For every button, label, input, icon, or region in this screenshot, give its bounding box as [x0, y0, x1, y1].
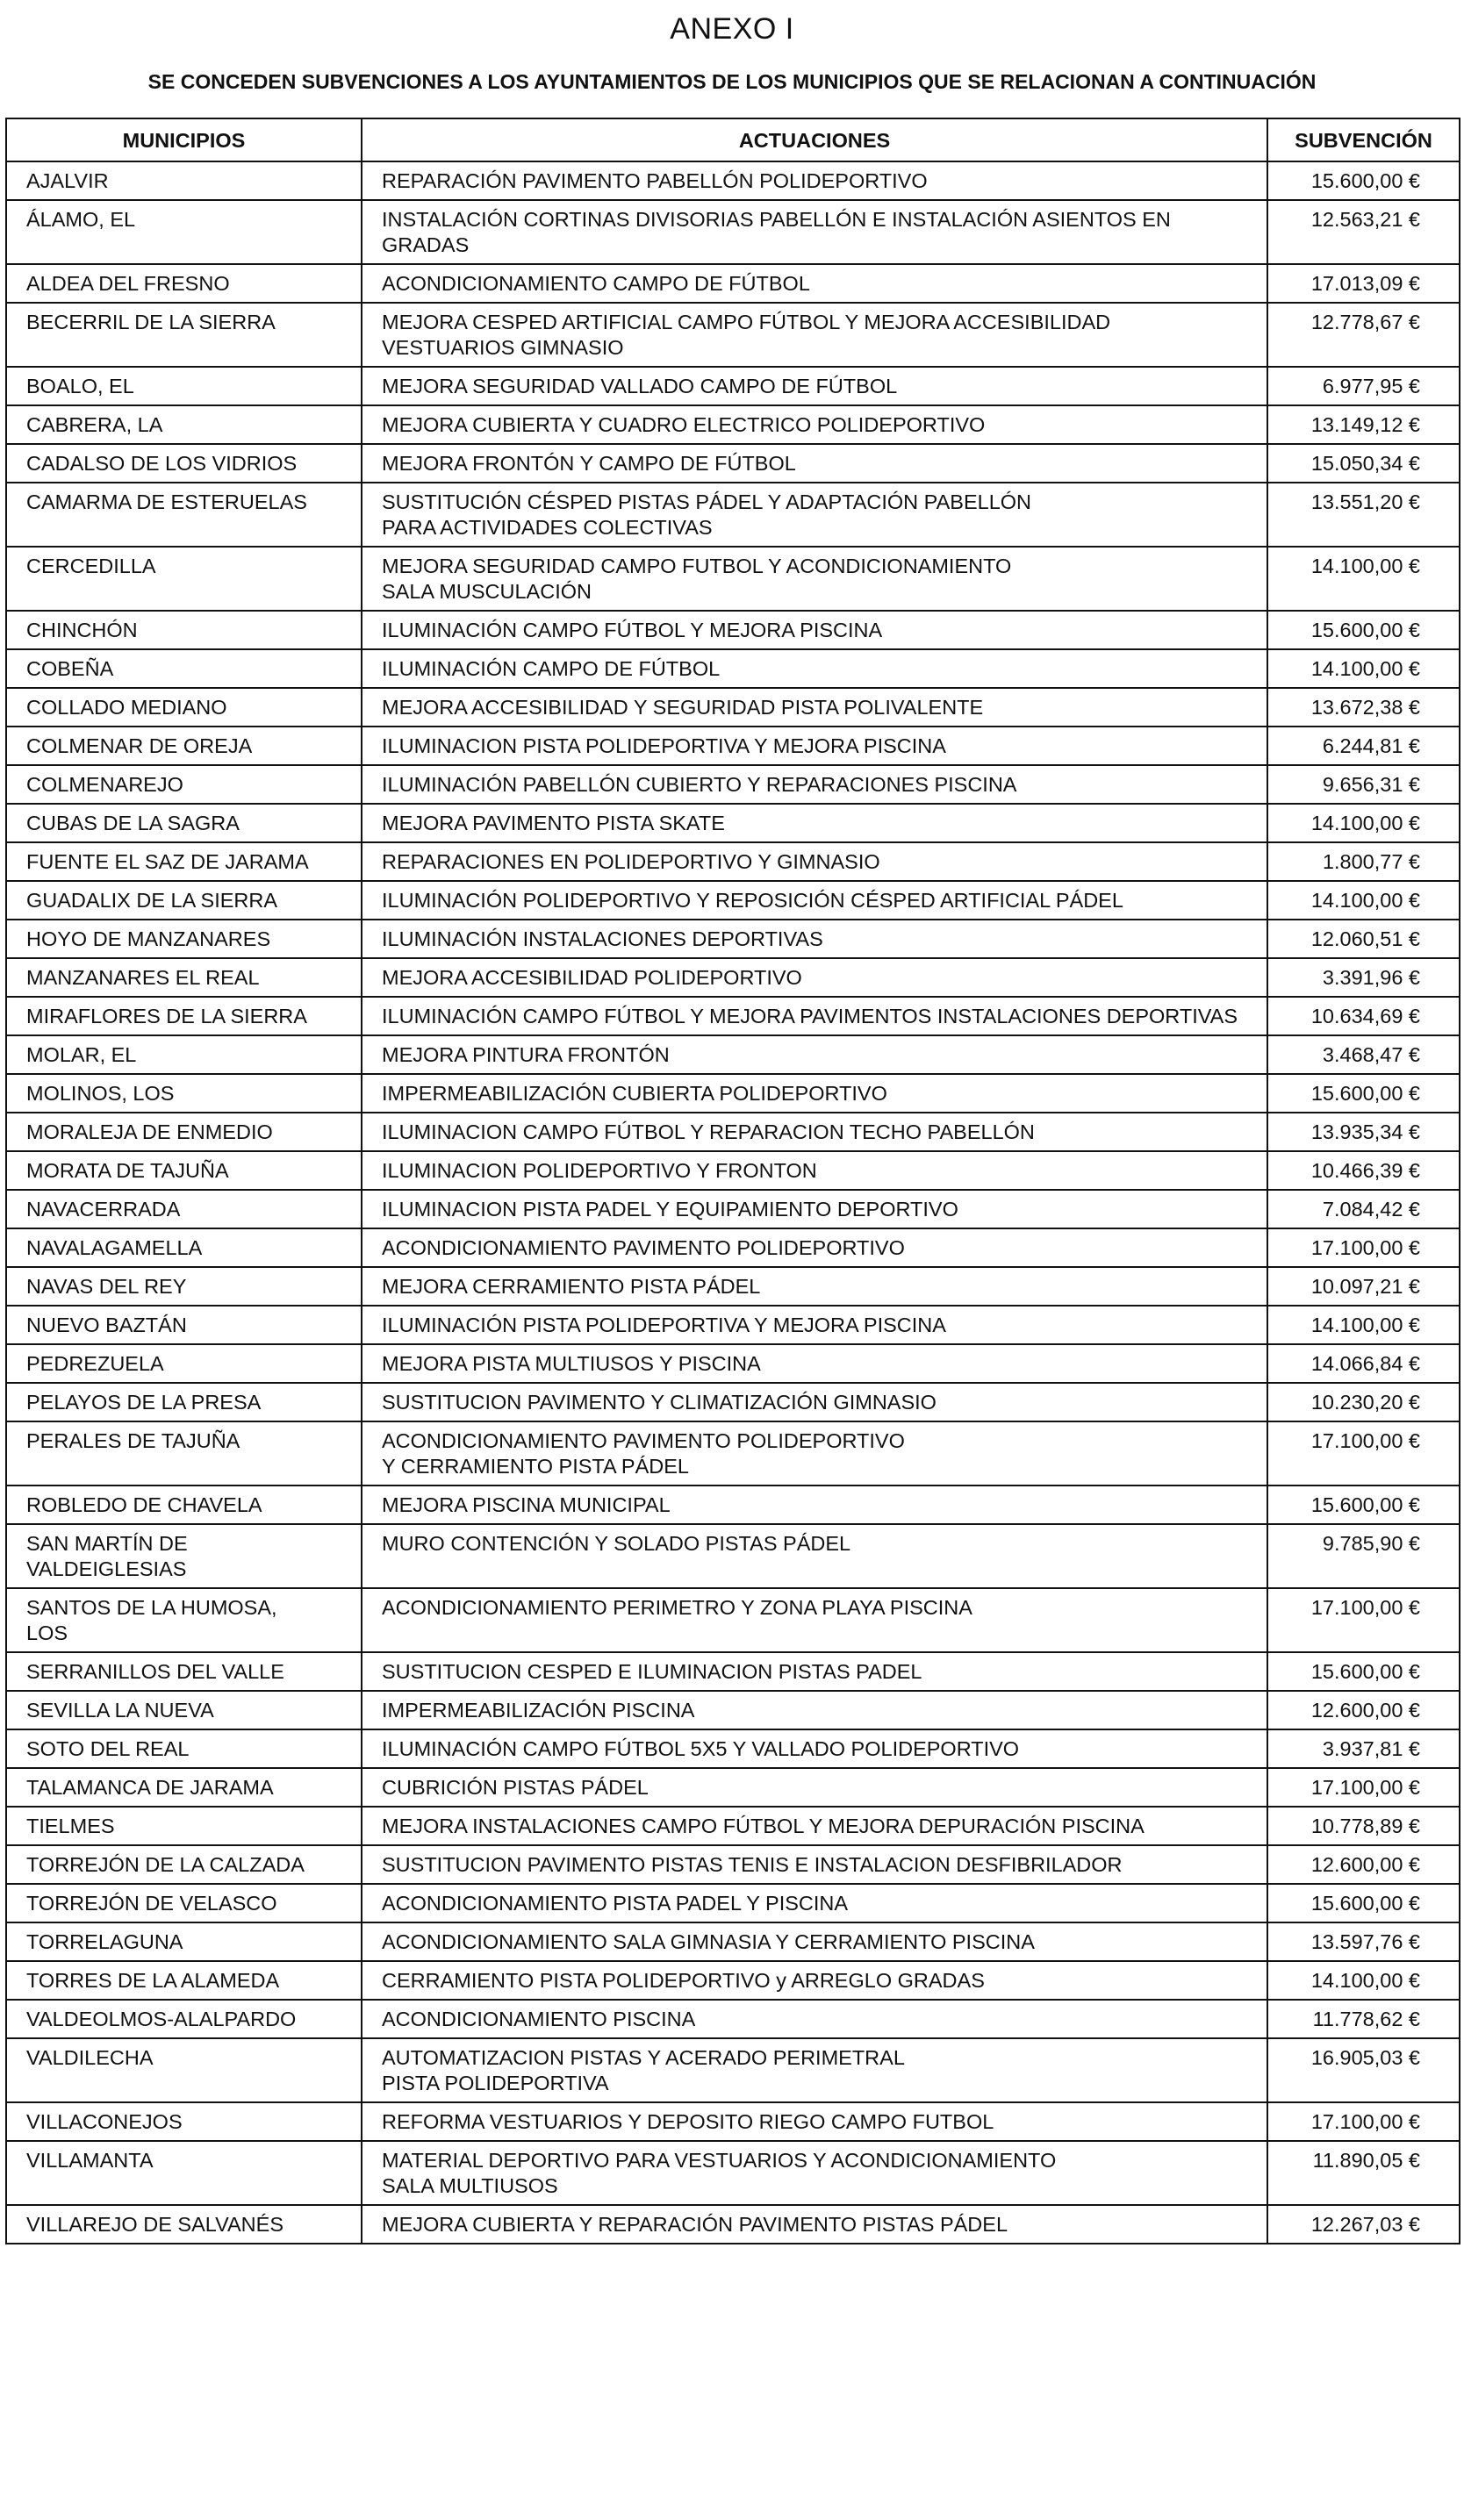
- actuacion-cell: REPARACIÓN PAVIMENTO PABELLÓN POLIDEPORTIVO: [362, 161, 1267, 200]
- table-row: [6, 1074, 1460, 1113]
- table-row: [6, 264, 1460, 303]
- table-row: [6, 1768, 1460, 1807]
- subvencion-cell: 17.100,00 €: [1267, 2102, 1460, 2141]
- actuacion-cell: REFORMA VESTUARIOS Y DEPOSITO RIEGO CAMPO FUTBOL: [362, 2102, 1267, 2141]
- actuacion-cell: MEJORA ACCESIBILIDAD Y SEGURIDAD PISTA POLIVALENTE: [362, 688, 1267, 727]
- table-row: [6, 1421, 1460, 1486]
- actuacion-cell: ACONDICIONAMIENTO PAVIMENTO POLIDEPORTIVO Y CERRAMIENTO PISTA PÁDEL: [362, 1421, 1267, 1486]
- table-row: [6, 483, 1460, 547]
- subvencion-cell: 12.267,03 €: [1267, 2205, 1460, 2244]
- subvencion-cell: 12.600,00 €: [1267, 1845, 1460, 1884]
- table-row: [6, 1035, 1460, 1074]
- header-subvencion: SUBVENCIÓN: [1267, 118, 1460, 161]
- subvencion-cell: 14.100,00 €: [1267, 1961, 1460, 2000]
- table-row: [6, 547, 1460, 611]
- municipio-cell: HOYO DE MANZANARES: [6, 920, 362, 958]
- actuacion-cell: ILUMINACION CAMPO FÚTBOL Y REPARACION TECHO PABELLÓN: [362, 1113, 1267, 1151]
- subvencion-cell: 17.100,00 €: [1267, 1421, 1460, 1486]
- municipio-cell: PERALES DE TAJUÑA: [6, 1421, 362, 1486]
- subvencion-cell: 11.778,62 €: [1267, 2000, 1460, 2038]
- municipio-cell: SOTO DEL REAL: [6, 1729, 362, 1768]
- page-subtitle: SE CONCEDEN SUBVENCIONES A LOS AYUNTAMIENTOS DE LOS MUNICIPIOS QUE SE RELACIONAN A CONTINUACIÓN: [147, 70, 1317, 93]
- table-row: [6, 1267, 1460, 1306]
- municipio-cell: CUBAS DE LA SAGRA: [6, 804, 362, 842]
- municipio-cell: MANZANARES EL REAL: [6, 958, 362, 997]
- table-row: [6, 405, 1460, 444]
- actuacion-cell: ILUMINACION POLIDEPORTIVO Y FRONTON: [362, 1151, 1267, 1190]
- actuacion-cell: ILUMINACIÓN PISTA POLIDEPORTIVA Y MEJORA PISCINA: [362, 1306, 1267, 1344]
- actuacion-cell: MEJORA SEGURIDAD CAMPO FUTBOL Y ACONDICIONAMIENTO SALA MUSCULACIÓN: [362, 547, 1267, 611]
- actuacion-cell: MURO CONTENCIÓN Y SOLADO PISTAS PÁDEL: [362, 1524, 1267, 1588]
- municipio-cell: BECERRIL DE LA SIERRA: [6, 303, 362, 367]
- table-row: [6, 303, 1460, 367]
- table-row: [6, 444, 1460, 483]
- actuacion-cell: ACONDICIONAMIENTO PERIMETRO Y ZONA PLAYA PISCINA: [362, 1588, 1267, 1652]
- table-row: [6, 997, 1460, 1035]
- table-row: [6, 1845, 1460, 1884]
- actuacion-cell: ILUMINACIÓN POLIDEPORTIVO Y REPOSICIÓN CÉSPED ARTIFICIAL PÁDEL: [362, 881, 1267, 920]
- municipio-cell: CADALSO DE LOS VIDRIOS: [6, 444, 362, 483]
- municipio-cell: MORATA DE TAJUÑA: [6, 1151, 362, 1190]
- actuacion-cell: REPARACIONES EN POLIDEPORTIVO Y GIMNASIO: [362, 842, 1267, 881]
- municipio-cell: CHINCHÓN: [6, 611, 362, 649]
- table-row: [6, 842, 1460, 881]
- table-row: [6, 804, 1460, 842]
- municipio-cell: PELAYOS DE LA PRESA: [6, 1383, 362, 1421]
- table-row: [6, 1151, 1460, 1190]
- subvencion-cell: 14.100,00 €: [1267, 1306, 1460, 1344]
- municipio-cell: VALDEOLMOS-ALALPARDO: [6, 2000, 362, 2038]
- subvencion-cell: 17.100,00 €: [1267, 1768, 1460, 1807]
- subvencion-cell: 10.466,39 €: [1267, 1151, 1460, 1190]
- municipio-cell: COLLADO MEDIANO: [6, 688, 362, 727]
- actuacion-cell: ACONDICIONAMIENTO PAVIMENTO POLIDEPORTIVO: [362, 1228, 1267, 1267]
- municipio-cell: TORREJÓN DE LA CALZADA: [6, 1845, 362, 1884]
- municipio-cell: TORREJÓN DE VELASCO: [6, 1884, 362, 1922]
- subsidies-table: [5, 118, 1460, 2244]
- actuacion-cell: MEJORA INSTALACIONES CAMPO FÚTBOL Y MEJORA DEPURACIÓN PISCINA: [362, 1807, 1267, 1845]
- municipio-cell: NUEVO BAZTÁN: [6, 1306, 362, 1344]
- subvencion-cell: 13.597,76 €: [1267, 1922, 1460, 1961]
- table-row: [6, 958, 1460, 997]
- table-row: [6, 688, 1460, 727]
- subvencion-cell: 13.672,38 €: [1267, 688, 1460, 727]
- municipio-cell: MIRAFLORES DE LA SIERRA: [6, 997, 362, 1035]
- municipio-cell: VALDILECHA: [6, 2038, 362, 2102]
- table-row: [6, 1383, 1460, 1421]
- table-header-row: [6, 118, 1460, 161]
- subvencion-cell: 1.800,77 €: [1267, 842, 1460, 881]
- municipio-cell: MORALEJA DE ENMEDIO: [6, 1113, 362, 1151]
- actuacion-cell: ACONDICIONAMIENTO CAMPO DE FÚTBOL: [362, 264, 1267, 303]
- table-row: [6, 1729, 1460, 1768]
- table-row: [6, 2000, 1460, 2038]
- actuacion-cell: IMPERMEABILIZACIÓN PISCINA: [362, 1691, 1267, 1729]
- subvencion-cell: 12.563,21 €: [1267, 200, 1460, 264]
- table-row: [6, 920, 1460, 958]
- actuacion-cell: ILUMINACIÓN CAMPO DE FÚTBOL: [362, 649, 1267, 688]
- actuacion-cell: ACONDICIONAMIENTO SALA GIMNASIA Y CERRAMIENTO PISCINA: [362, 1922, 1267, 1961]
- municipio-cell: SERRANILLOS DEL VALLE: [6, 1652, 362, 1691]
- municipio-cell: TIELMES: [6, 1807, 362, 1845]
- subvencion-cell: 15.600,00 €: [1267, 161, 1460, 200]
- municipio-cell: ROBLEDO DE CHAVELA: [6, 1486, 362, 1524]
- table-row: [6, 200, 1460, 264]
- table-row: [6, 649, 1460, 688]
- subvencion-cell: 15.600,00 €: [1267, 1652, 1460, 1691]
- actuacion-cell: ILUMINACIÓN INSTALACIONES DEPORTIVAS: [362, 920, 1267, 958]
- actuacion-cell: ILUMINACIÓN CAMPO FÚTBOL Y MEJORA PISCINA: [362, 611, 1267, 649]
- municipio-cell: VILLACONEJOS: [6, 2102, 362, 2141]
- table-row: [6, 1807, 1460, 1845]
- table-body: [6, 161, 1460, 2244]
- actuacion-cell: ILUMINACION PISTA PADEL Y EQUIPAMIENTO DEPORTIVO: [362, 1190, 1267, 1228]
- municipio-cell: NAVACERRADA: [6, 1190, 362, 1228]
- subvencion-cell: 10.230,20 €: [1267, 1383, 1460, 1421]
- subvencion-cell: 14.100,00 €: [1267, 881, 1460, 920]
- municipio-cell: COBEÑA: [6, 649, 362, 688]
- actuacion-cell: ACONDICIONAMIENTO PISTA PADEL Y PISCINA: [362, 1884, 1267, 1922]
- subvencion-cell: 9.656,31 €: [1267, 765, 1460, 804]
- actuacion-cell: ILUMINACIÓN PABELLÓN CUBIERTO Y REPARACIONES PISCINA: [362, 765, 1267, 804]
- table-row: [6, 2102, 1460, 2141]
- subvencion-cell: 14.100,00 €: [1267, 649, 1460, 688]
- municipio-cell: FUENTE EL SAZ DE JARAMA: [6, 842, 362, 881]
- municipio-cell: CABRERA, LA: [6, 405, 362, 444]
- table-row: [6, 1113, 1460, 1151]
- subvencion-cell: 16.905,03 €: [1267, 2038, 1460, 2102]
- municipio-cell: TALAMANCA DE JARAMA: [6, 1768, 362, 1807]
- municipio-cell: CAMARMA DE ESTERUELAS: [6, 483, 362, 547]
- municipio-cell: CERCEDILLA: [6, 547, 362, 611]
- actuacion-cell: MEJORA CUBIERTA Y REPARACIÓN PAVIMENTO PISTAS PÁDEL: [362, 2205, 1267, 2244]
- page-title: ANEXO I: [670, 12, 794, 46]
- actuacion-cell: MEJORA CERRAMIENTO PISTA PÁDEL: [362, 1267, 1267, 1306]
- subvencion-cell: 11.890,05 €: [1267, 2141, 1460, 2205]
- actuacion-cell: ACONDICIONAMIENTO PISCINA: [362, 2000, 1267, 2038]
- subvencion-cell: 13.149,12 €: [1267, 405, 1460, 444]
- municipio-cell: NAVAS DEL REY: [6, 1267, 362, 1306]
- municipio-cell: VILLAREJO DE SALVANÉS: [6, 2205, 362, 2244]
- municipio-cell: MOLINOS, LOS: [6, 1074, 362, 1113]
- municipio-cell: ALDEA DEL FRESNO: [6, 264, 362, 303]
- actuacion-cell: SUSTITUCION CESPED E ILUMINACION PISTAS PADEL: [362, 1652, 1267, 1691]
- municipio-cell: AJALVIR: [6, 161, 362, 200]
- subvencion-cell: 12.600,00 €: [1267, 1691, 1460, 1729]
- subvencion-cell: 15.600,00 €: [1267, 1486, 1460, 1524]
- actuacion-cell: SUSTITUCIÓN CÉSPED PISTAS PÁDEL Y ADAPTACIÓN PABELLÓN PARA ACTIVIDADES COLECTIVAS: [362, 483, 1267, 547]
- table-row: [6, 611, 1460, 649]
- subvencion-cell: 14.066,84 €: [1267, 1344, 1460, 1383]
- actuacion-cell: CERRAMIENTO PISTA POLIDEPORTIVO y ARREGLO GRADAS: [362, 1961, 1267, 2000]
- actuacion-cell: INSTALACIÓN CORTINAS DIVISORIAS PABELLÓN E INSTALACIÓN ASIENTOS EN GRADAS: [362, 200, 1267, 264]
- subvencion-cell: 7.084,42 €: [1267, 1190, 1460, 1228]
- subvencion-cell: 10.097,21 €: [1267, 1267, 1460, 1306]
- municipio-cell: VILLAMANTA: [6, 2141, 362, 2205]
- municipio-cell: ÁLAMO, EL: [6, 200, 362, 264]
- actuacion-cell: SUSTITUCION PAVIMENTO Y CLIMATIZACIÓN GIMNASIO: [362, 1383, 1267, 1421]
- subvencion-cell: 15.600,00 €: [1267, 1074, 1460, 1113]
- subvencion-cell: 12.778,67 €: [1267, 303, 1460, 367]
- actuacion-cell: CUBRICIÓN PISTAS PÁDEL: [362, 1768, 1267, 1807]
- table-row: [6, 1922, 1460, 1961]
- table-row: [6, 765, 1460, 804]
- municipio-cell: TORRELAGUNA: [6, 1922, 362, 1961]
- subvencion-cell: 15.600,00 €: [1267, 1884, 1460, 1922]
- subvencion-cell: 3.391,96 €: [1267, 958, 1460, 997]
- table-row: [6, 1691, 1460, 1729]
- table-row: [6, 1588, 1460, 1652]
- table-row: [6, 1884, 1460, 1922]
- actuacion-cell: MEJORA PISTA MULTIUSOS Y PISCINA: [362, 1344, 1267, 1383]
- actuacion-cell: MEJORA CUBIERTA Y CUADRO ELECTRICO POLIDEPORTIVO: [362, 405, 1267, 444]
- actuacion-cell: MEJORA PAVIMENTO PISTA SKATE: [362, 804, 1267, 842]
- actuacion-cell: MEJORA SEGURIDAD VALLADO CAMPO DE FÚTBOL: [362, 367, 1267, 405]
- subvencion-cell: 3.937,81 €: [1267, 1729, 1460, 1768]
- subvencion-cell: 10.778,89 €: [1267, 1807, 1460, 1845]
- subvencion-cell: 13.935,34 €: [1267, 1113, 1460, 1151]
- table-row: [6, 2038, 1460, 2102]
- municipio-cell: COLMENAREJO: [6, 765, 362, 804]
- subvencion-cell: 13.551,20 €: [1267, 483, 1460, 547]
- actuacion-cell: IMPERMEABILIZACIÓN CUBIERTA POLIDEPORTIVO: [362, 1074, 1267, 1113]
- subvencion-cell: 3.468,47 €: [1267, 1035, 1460, 1074]
- subvencion-cell: 14.100,00 €: [1267, 547, 1460, 611]
- subvencion-cell: 10.634,69 €: [1267, 997, 1460, 1035]
- actuacion-cell: ILUMINACIÓN CAMPO FÚTBOL Y MEJORA PAVIMENTOS INSTALACIONES DEPORTIVAS: [362, 997, 1267, 1035]
- actuacion-cell: ILUMINACION PISTA POLIDEPORTIVA Y MEJORA PISCINA: [362, 727, 1267, 765]
- actuacion-cell: MATERIAL DEPORTIVO PARA VESTUARIOS Y ACONDICIONAMIENTO SALA MULTIUSOS: [362, 2141, 1267, 2205]
- table-row: [6, 2141, 1460, 2205]
- municipio-cell: BOALO, EL: [6, 367, 362, 405]
- actuacion-cell: SUSTITUCION PAVIMENTO PISTAS TENIS E INSTALACION DESFIBRILADOR: [362, 1845, 1267, 1884]
- actuacion-cell: MEJORA FRONTÓN Y CAMPO DE FÚTBOL: [362, 444, 1267, 483]
- actuacion-cell: AUTOMATIZACION PISTAS Y ACERADO PERIMETRAL PISTA POLIDEPORTIVA: [362, 2038, 1267, 2102]
- municipio-cell: MOLAR, EL: [6, 1035, 362, 1074]
- table-row: [6, 1961, 1460, 2000]
- actuacion-cell: MEJORA CESPED ARTIFICIAL CAMPO FÚTBOL Y MEJORA ACCESIBILIDAD VESTUARIOS GIMNASIO: [362, 303, 1267, 367]
- subvencion-cell: 6.977,95 €: [1267, 367, 1460, 405]
- subvencion-cell: 6.244,81 €: [1267, 727, 1460, 765]
- subvencion-cell: 15.050,34 €: [1267, 444, 1460, 483]
- table-row: [6, 1306, 1460, 1344]
- subvencion-cell: 12.060,51 €: [1267, 920, 1460, 958]
- table-row: [6, 2205, 1460, 2244]
- actuacion-cell: MEJORA PINTURA FRONTÓN: [362, 1035, 1267, 1074]
- table-row: [6, 1486, 1460, 1524]
- municipio-cell: TORRES DE LA ALAMEDA: [6, 1961, 362, 2000]
- municipio-cell: SAN MARTÍN DE VALDEIGLESIAS: [6, 1524, 362, 1588]
- actuacion-cell: MEJORA PISCINA MUNICIPAL: [362, 1486, 1267, 1524]
- subvencion-cell: 17.100,00 €: [1267, 1228, 1460, 1267]
- municipio-cell: NAVALAGAMELLA: [6, 1228, 362, 1267]
- table-row: [6, 367, 1460, 405]
- subvencion-cell: 9.785,90 €: [1267, 1524, 1460, 1588]
- subvencion-cell: 17.013,09 €: [1267, 264, 1460, 303]
- table-row: [6, 1652, 1460, 1691]
- table-row: [6, 1190, 1460, 1228]
- municipio-cell: PEDREZUELA: [6, 1344, 362, 1383]
- table-row: [6, 1228, 1460, 1267]
- municipio-cell: COLMENAR DE OREJA: [6, 727, 362, 765]
- actuacion-cell: MEJORA ACCESIBILIDAD POLIDEPORTIVO: [362, 958, 1267, 997]
- subvencion-cell: 14.100,00 €: [1267, 804, 1460, 842]
- header-actuaciones: ACTUACIONES: [362, 118, 1267, 161]
- table-row: [6, 727, 1460, 765]
- header-municipios: MUNICIPIOS: [6, 118, 362, 161]
- subvencion-cell: 15.600,00 €: [1267, 611, 1460, 649]
- municipio-cell: GUADALIX DE LA SIERRA: [6, 881, 362, 920]
- table-row: [6, 881, 1460, 920]
- table-row: [6, 1524, 1460, 1588]
- municipio-cell: SEVILLA LA NUEVA: [6, 1691, 362, 1729]
- municipio-cell: SANTOS DE LA HUMOSA, LOS: [6, 1588, 362, 1652]
- actuacion-cell: ILUMINACIÓN CAMPO FÚTBOL 5X5 Y VALLADO POLIDEPORTIVO: [362, 1729, 1267, 1768]
- table-row: [6, 161, 1460, 200]
- table-row: [6, 1344, 1460, 1383]
- subvencion-cell: 17.100,00 €: [1267, 1588, 1460, 1652]
